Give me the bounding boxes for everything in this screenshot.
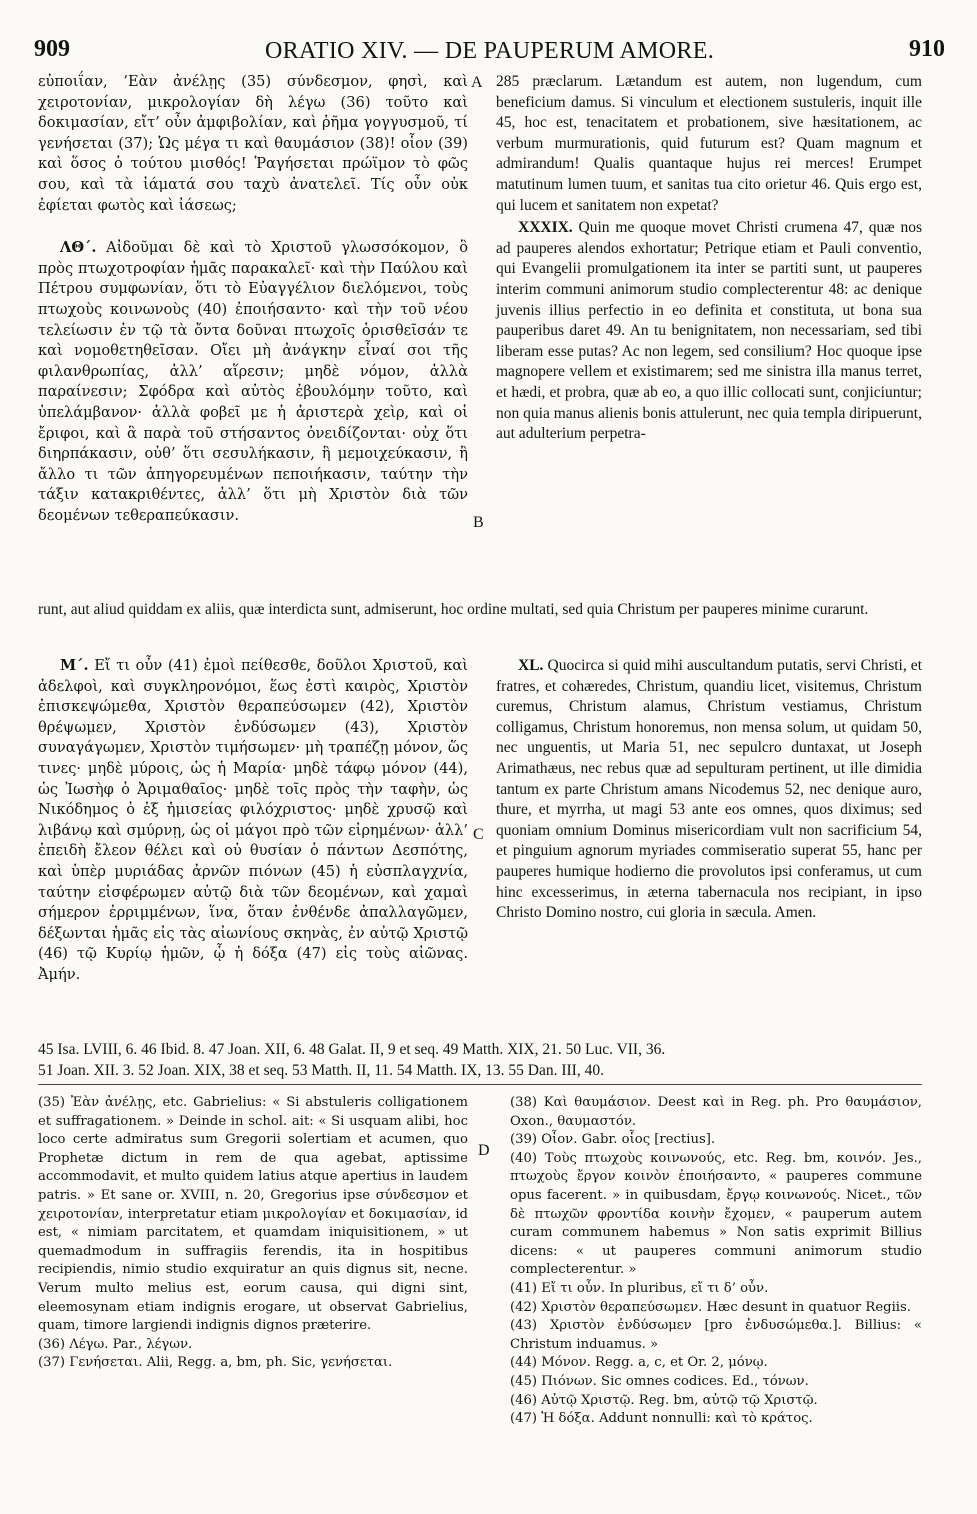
note-item: (40) Τοὺς πτωχοὺς κοινωνούς, etc. Reg. bm, κοινόν. Jes., πτωχοὺς ἔργον κοινὸν ἐποιήσαντο, « pauperes commune opus facerent. » in quibusdam, ἔργῳ κοινωνούς. Nicet., τῶν δὲ πτωχῶν φροντίδα κοινὴν ἔχομεν, « pauperum autem curam communem habemus » Non satis exprimit Billius dicens: « ut pauperes communi animorum studio complecterentur. »: [510, 1150, 922, 1278]
note-item: (45) Πιόνων. Sic omnes codices. Ed., τόνων.: [510, 1373, 809, 1389]
latin-paragraph-40: [496, 656, 922, 924]
greek-column-lower: [38, 656, 468, 986]
section-number: ΛΘ΄.: [60, 239, 97, 257]
page-number-right: 910: [909, 36, 945, 62]
note-item: (47) Ἡ δόξα. Addunt nonnulli: καὶ τὸ κράτος.: [510, 1411, 813, 1427]
notes-divider: [38, 1084, 922, 1085]
greek-paragraph-40: [38, 656, 468, 986]
latin-column-lower: [496, 656, 922, 924]
latin-paragraph-39: [496, 218, 922, 445]
note-item: (37) Γενήσεται. Alii, Regg. a, bm, ph. Sic, γενήσεται.: [38, 1355, 393, 1371]
latin-column-upper: [496, 72, 922, 445]
margin-marker-b: B: [473, 514, 484, 531]
margin-marker-a: A: [471, 74, 483, 91]
notes-column-left: [38, 1094, 468, 1373]
reference-line: 45 Isa. LVIII, 6. 46 Ibid. 8. 47 Joan. XII, 6. 48 Galat. II, 9 et seq. 49 Matth. XIX, 21. 50 Luc. VII, 36.: [38, 1041, 666, 1058]
latin-paragraph-38: 285 præclarum. Lætandum est autem, non lugendum, cum beneficium damus. Si vinculum et electionem sustuleris, inquit ille 45, hoc est, tenacitatem et probationem, sive hæsitationem, ac verbum murmurationis, quid futurum est? Quam magnum et admirandum! Qualis quantaque hujus rei merces! Erumpet matutinum lumen tuum, et sanitas tua cito orietur 46. Quis ergo est, qui lucem et sanitatem non expetat?: [496, 73, 922, 214]
section-number: XXXIX.: [518, 219, 573, 237]
note-item: (43) Χριστὸν ἐνδύσωμεν [pro ἐνδυσώμεθα.]. Billius: « Christum induamus. »: [510, 1318, 922, 1352]
full-width-continuation: runt, aut aliud quiddam ex aliis, quæ interdicta sunt, admiserunt, hoc ordine multati, sed quia Christum per pauperes minime curarunt.: [38, 601, 869, 618]
note-item: (44) Μόνον. Regg. a, c, et Or. 2, μόνῳ.: [510, 1355, 768, 1371]
greek-paragraph-39: [38, 238, 468, 526]
running-header: [32, 36, 947, 66]
greek-paragraph-38: εὐποιΐαν, ’Εὰν ἀνέλῃς (35) σύνδεσμον, φησὶ, καὶ χειροτονίαν, μικρολογίαν δὴ λέγω (36) τοῦτο καὶ δοκιμασίαν, εἴτ’ οὖν ἀμφιβολίαν, καὶ ῥῆμα γογγυσμοῦ, τί γενήσεται (37); Ὡς μέγα τι καὶ θαυμάσιον (38)! οἷον (39) καὶ ὅσος ὁ τούτου μισθός! Ῥαγήσεται πρώϊμον τὸ φῶς σου, καὶ τὰ ἰάματά σου ταχὺ ἀνατελεῖ. Τίς οὖν οὐκ ἐφίεται φωτὸς καὶ ἰάσεως;: [38, 73, 468, 214]
note-item: (46) Αὐτῷ Χριστῷ. Reg. bm, αὐτῷ τῷ Χριστῷ.: [510, 1392, 818, 1408]
margin-marker-d: D: [478, 1142, 490, 1159]
note-item: (35) Ἐὰν ἀνέλῃς, etc. Gabrielius: « Si abstuleris colligationem et suffragationem. » Deinde in schol. ait: « Si usquam alibi, hoc loco certe admiratus sum Gregorii solertiam et acumen, quo Prophetæ dictum in rem de qua agebat, aptissime accommodavit, et multo quidem latius atque apertius in laudem patris. » Et sane or. XVIII, n. 20, Gregorius ipse σύνδεσμον et χειροτονίαν, interpretatur etiam μικρολογίαν et δοκιμασίαν, id est, « nimiam parcitatem, et quamdam iniquisitionem, » ut quemadmodum in suffragiis ferendis, ita in hospitibus recipiendis, nimio studio exquiratur an quis dignus sit, necne. Verum multo melius est, eorum causa, qui digni sint, eleemosynam etiam indignis erogare, ut observat Gabrielius, quam, timore largiendi indignis dignos præterire.: [38, 1095, 468, 1334]
running-title: ORATIO XIV. — DE PAUPERUM AMORE.: [265, 38, 714, 64]
note-item: (38) Καὶ θαυμάσιον. Deest καὶ in Reg. ph. Pro θαυμάσιον, Oxon., θαυμαστόν.: [510, 1095, 922, 1129]
section-number: Μ΄.: [60, 657, 89, 674]
reference-line: 51 Joan. XII. 3. 52 Joan. XIX, 38 et seq. 53 Matth. II, 11. 54 Matth. IX, 13. 55 Dan. III, 40.: [38, 1061, 604, 1079]
note-item: (41) Εἴ τι οὖν. In pluribus, εἴ τι δ’ οὖν.: [510, 1280, 769, 1296]
greek-column-upper: [38, 72, 468, 526]
note-item: (39) Οἷον. Gabr. οἷος [rectius].: [510, 1132, 716, 1148]
scripture-references: [38, 1040, 922, 1081]
note-item: (42) Χριστὸν θεραπεύσωμεν. Hæc desunt in quatuor Regiis.: [510, 1299, 911, 1315]
section-number: XL.: [518, 657, 544, 674]
greek-paragraph-39-text: Αἰδοῦμαι δὲ καὶ τὸ Χριστοῦ γλωσσόκομον, ὃ πρὸς πτωχοτροφίαν ἡμᾶς παρακαλεῖ· καὶ τὴν Παύλου καὶ Πέτρου συμφωνίαν, ὅτι τὸ Εὐαγγέλιον διελόμενοι, τοὺς πτωχοὺς κοινωνοὺς (40) ἐποιήσαντο· καὶ τὴν τοῦ νέου τελείωσιν ἐν τῷ τὰ ὄντα δοῦναι πτωχοῖς ὁρισθεῖσάν τε καὶ νομοθετηθεῖσαν. Οἴει μὴ ἀνάγκην εἶναί σοι τῆς φιλανθρωπίας, ἀλλ’ αἵρεσιν; μηδὲ νόμον, ἀλλὰ παραίνεσιν; Σφόδρα καὶ αὐτὸς ἐβουλόμην τοῦτο, καὶ ὑπελάμβανον· ἀλλὰ φοβεῖ με ἡ ἀριστερὰ χεὶρ, καὶ οἱ ἔριφοι, καὶ ἃ παρὰ τοῦ στήσαντος ὀνειδίζονται· οὐχ ὅτι διηρπάκασιν, οὐθ’ ὅτι σεσυλήκασιν, ἢ μεμοιχεύκασιν, ἢ ἄλλο τι τῶν ἀπηγορευμένων πεποιήκασιν, ταύτην τὴν τάξιν κατακριθέντες, ἀλλ’ ὅτι μὴ Χριστὸν διὰ τῶν δεομένων τεθεραπεύκασιν.: [38, 239, 469, 524]
latin-paragraph-39-text: Quin me quoque movet Christi crumena 47, quæ nos ad pauperes alendos exhortatur; Petrique etiam et Pauli conventio, qui Evangelii promulgationem ita inter se partiti sunt, ut pauperes interim communi animorum studio complecterentur 48: ac denique juvenis illius perfectio in eo definita et constituta, ut bona sua pauperibus daret 49. An tu benignitatem, non necessariam, sed tibi liberam esse putas? Ac non legem, sed consilium? Hoc quoque ipse magnopere vellem et existimarem; sed me sinistra illa manus terret, et hædi, et probra, quæ ab eo, a quo illic collocati sunt, conjiciuntur; non quia manus alienis bonis attulerunt, nec quia templa diripuerunt, aut adulterium perpetra-: [496, 219, 922, 443]
note-item: (36) Λέγω. Par., λέγων.: [38, 1336, 193, 1352]
latin-paragraph-40-text: Quocirca si quid mihi auscultandum putatis, servi Christi, et fratres, et cohæredes, Christum, quandiu licet, visitemus, Christum curemus, Christum alamus, Christum vestiamus, Christum colligamus, Christum honoremus, non mensa solum, ut quidam 50, nec unguentis, ut Maria 51, nec sepulcro duntaxat, ut Joseph Arimathæus, nec rebus quæ ad sepulturam pertinent, ut ille dimidia tantum ex parte Christum amans Nicodemus 52, nec denique auro, thure, et myrrha, ut magi 53 ante eos omnes, quos diximus; sed quoniam omnium Dominus misericordiam vult non sacrificium 54, et pinguium agnorum myriades commiseratio superat 55, hanc per pauperes humique hodierno die provolutos ipsi conferamus, ut cum hinc excesserimus, in æterna tabernacula nos recipiant, in ipso Christo Domino nostro, cui gloria in sæcula. Amen.: [496, 657, 922, 922]
page-number-left: 909: [34, 36, 70, 62]
greek-paragraph-40-text: Εἴ τι οὖν (41) ἐμοὶ πείθεσθε, δοῦλοι Χριστοῦ, καὶ ἀδελφοὶ, καὶ συγκληρονόμοι, ἕως ἐστὶ καιρὸς, Χριστὸν ἐπισκεψώμεθα, Χριστὸν θεραπεύσωμεν (42), Χριστὸν θρέψωμεν, Χριστὸν ἐνδύσωμεν (43), Χριστὸν συναγάγωμεν, Χριστὸν τιμήσωμεν· μὴ τραπέζῃ μόνον, ὥς τινες· μηδὲ μύροις, ὡς ἡ Μαρία· μηδὲ τάφῳ μόνον (44), ὡς Ἰωσὴφ ὁ Ἀριμαθαῖος· μηδὲ τοῖς πρὸς τὴν ταφὴν, ὡς Νικόδημος ὁ ἐξ ἡμισείας φιλόχριστος· μηδὲ χρυσῷ καὶ λιβάνῳ καὶ σμύρνῃ, ὡς οἱ μάγοι πρὸ τῶν εἰρημένων· ἀλλ’ ἐπειδὴ ἔλεον θέλει καὶ οὐ θυσίαν ὁ πάντων Δεσπότης, καὶ ὑπὲρ μυριάδας ἀρνῶν πιόνων (45) ἡ εὐσπλαγχνία, ταύτην εἰσφέρωμεν αὐτῷ διὰ τῶν δεομένων, καὶ χαμαὶ σήμερον ἐρριμμένων, ἵνα, ὅταν ἐνθένδε ἀπαλλαγῶμεν, δέξωνται ἡμᾶς εἰς τὰς αἰωνίους σκηνὰς, ἐν αὐτῷ Χριστῷ (46) τῷ Κυρίῳ ἡμῶν, ᾧ ἡ δόξα (47) εἰς τοὺς αἰῶνας. Ἀμήν.: [38, 657, 468, 983]
notes-column-right: [510, 1094, 922, 1429]
margin-marker-c: C: [473, 826, 484, 843]
